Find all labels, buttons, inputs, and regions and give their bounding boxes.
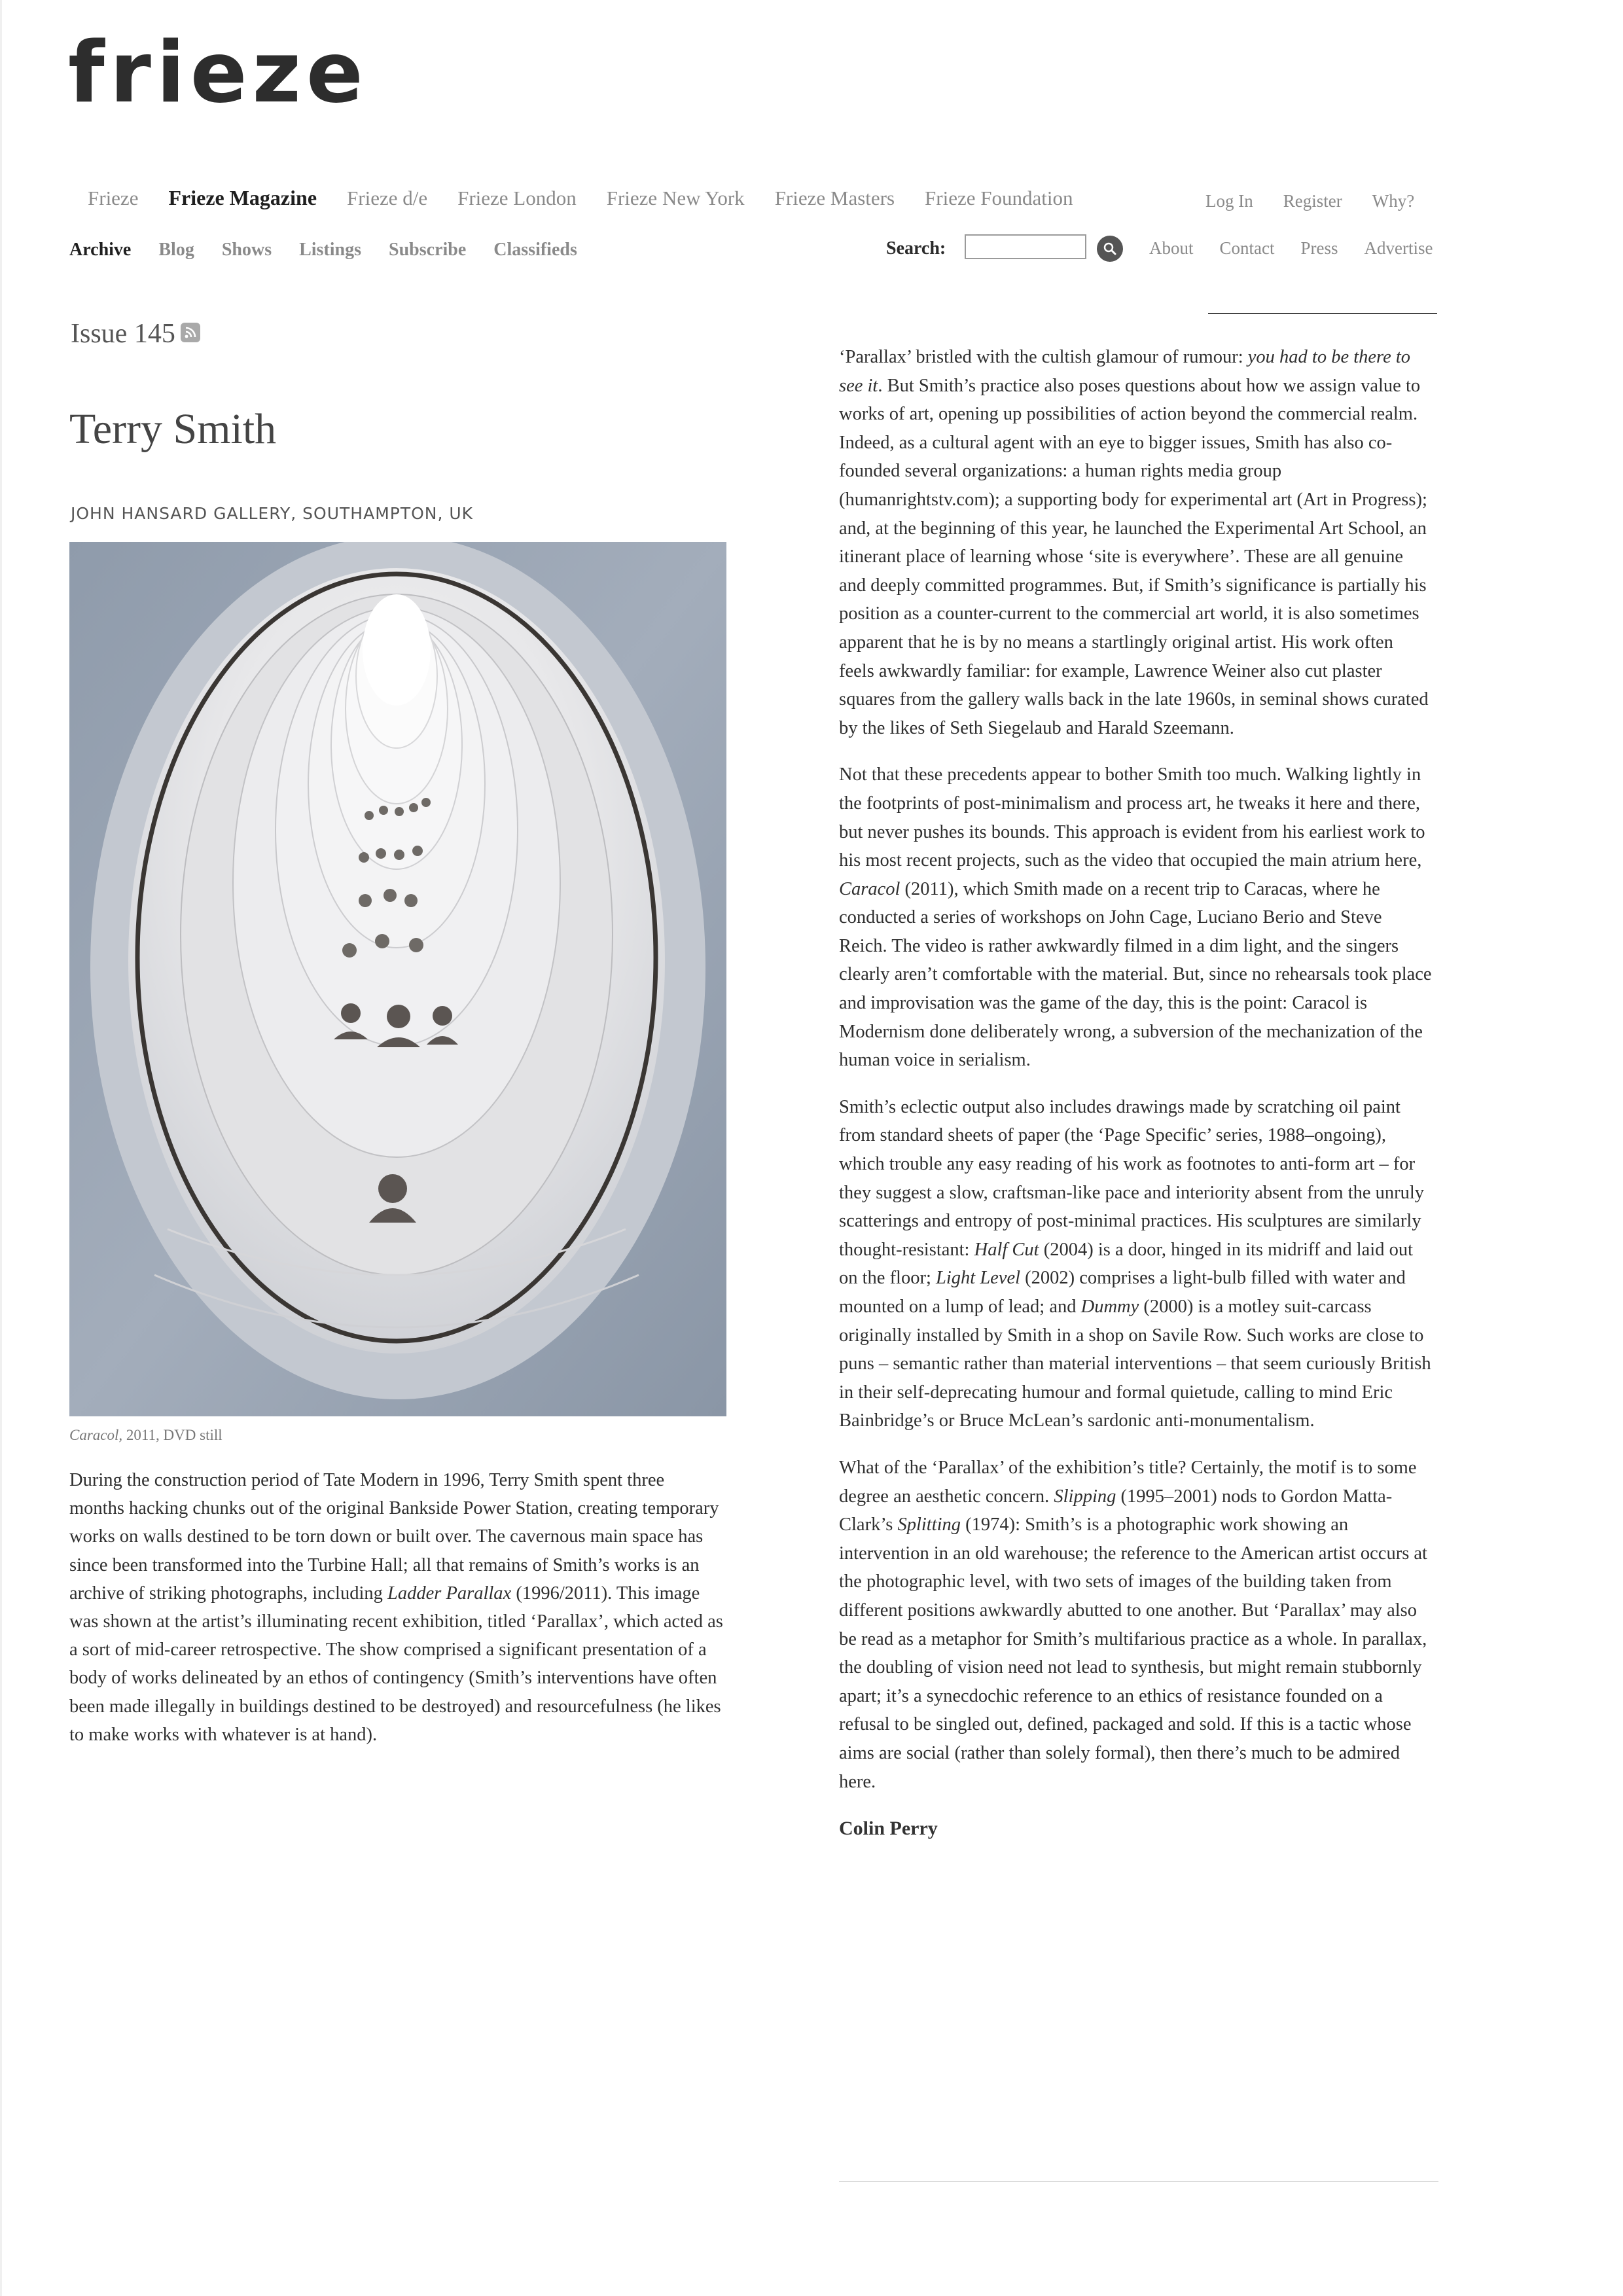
nav-frieze[interactable]: Frieze (88, 187, 139, 209)
nav-subscribe[interactable]: Subscribe (389, 240, 467, 260)
nav-listings[interactable]: Listings (299, 240, 362, 260)
paragraph-3 (839, 1093, 1432, 1435)
issue-number[interactable]: Issue 145 (71, 319, 175, 349)
text-run: ‘Parallax’ bristled with the cultish glamour of rumour: (839, 347, 1248, 367)
text-run-italic: Ladder Parallax (387, 1583, 512, 1604)
nav-blog[interactable]: Blog (158, 240, 194, 260)
article-title: Terry Smith (69, 405, 277, 453)
text-run: . But Smith’s practice also poses questions about how we assign value to works of art, opening up possibilities of action beyond the commercial realm. Indeed, as a cultural agent with an eye to bigger issues, Smith has also co-founded several organizations: a human rights media group (humanrightstv.com); a supporting body for experimental art (Art in Progress); and, at the beginning of this year, he launched the Experimental Art School, an itinerant place of learning whose ‘site is everywhere’. These are all genuine and deeply committed programmes. But, if Smith’s significance is partially his position as a counter-current to the commercial art world, it is also sometimes apparent that he is by no means a startlingly original artist. His work often feels awkwardly familiar: for example, Lawrence Weiner also cut plaster squares from the gallery walls back in the late 1960s, in seminal shows curated by the likes of Seth Siegelaub and Harald Szeemann. (839, 375, 1429, 738)
text-run: (1974): Smith’s is a photographic work showing an intervention in an old warehouse; the reference to the American artist occurs at the photographic level, with two sets of images of the building taken from different positions awkwardly abutted to one another. But ‘Parallax’ may also be read as a metaphor for Smith’s multifarious practice as a whole. In parallax, the doubling of vision need not lead to synthesis, but might remain stubbornly apart; it’s a synecdochic reference to an ethics of resistance founded on a refusal to be singled out, defined, packaged and sold. If this is a tactic whose aims are social (rather than solely formal), then there’s much to be admired here. (839, 1515, 1427, 1792)
search-input[interactable] (965, 234, 1086, 259)
search-icon (1103, 242, 1117, 256)
page-edge (0, 0, 2, 2296)
text-run: (1996/2011). This image was shown at the artist’s illuminating recent exhibition, titled ‘Parallax’, which acted as a sort of mid-career retrospective. The show comprised a significant presentation of a body of works delineated by an ethos of contingency (Smith’s interventions have often been made illegally in buildings destined to be destroyed) and resourcefulness (he likes to make works with whatever is at hand). (69, 1583, 723, 1745)
site-logo[interactable]: frieze (68, 24, 368, 122)
venue-gallery[interactable]: JOHN HANSARD GALLERY, (71, 504, 297, 523)
text-run-italic: Caracol (839, 878, 901, 899)
image-caption (69, 1427, 223, 1444)
nav-frieze-london[interactable]: Frieze London (457, 187, 577, 209)
article-end-divider (839, 2181, 1438, 2182)
nav-classifieds[interactable]: Classifieds (493, 240, 577, 260)
text-run-italic: Splitting (897, 1515, 961, 1535)
text-run: Smith’s eclectic output also includes drawings made by scratching oil paint from standard sheets of paper (the ‘Page Specific’ series, 1988–ongoing), which trouble any easy reading of his work as footnotes to anti-form art – for they suggest a slow, craftsman-like pace and interiority absent from the unruly scatterings and entropy of post-minimal practices. His sculptures are similarly thought-resistant: (839, 1096, 1425, 1260)
paragraph-4 (839, 1454, 1432, 1796)
author-byline[interactable]: Colin Perry (839, 1818, 938, 1840)
meta-links (1149, 238, 1433, 259)
text-run-italic: Half Cut (974, 1239, 1039, 1260)
paragraph-intro (69, 1466, 724, 1749)
issue-label (71, 318, 200, 350)
text-run: (2011), which Smith made on a recent trip to Caracas, where he conducted a series of workshops on John Cage, Luciano Berio and Steve Reich. The video is rather awkwardly filmed in a dim light, and the singers clearly aren’t comfortable with the material. But, since no rehearsals took place and improvisation was the game of the day, this is the point: Caracol is Modernism done deliberately wrong, a subversion of the mechanization of the human voice in serialism. (839, 878, 1432, 1071)
nav-frieze-magazine[interactable]: Frieze Magazine (168, 186, 317, 209)
account-links (1205, 191, 1414, 211)
text-run-italic: Slipping (1054, 1486, 1116, 1507)
register-link[interactable]: Register (1283, 191, 1342, 211)
nav-shows[interactable]: Shows (221, 240, 272, 260)
venue-city: SOUTHAMPTON, UK (302, 504, 474, 523)
text-run: Not that these precedents appear to bother Smith too much. Walking lightly in the footprints of post-minimalism and process art, he tweaks it here and there, but never pushes its bounds. This approach is evident from his earliest work to his most recent projects, such as the video that occupied the main atrium here, (839, 764, 1425, 871)
press-link[interactable]: Press (1300, 238, 1338, 258)
search-button[interactable] (1097, 236, 1123, 262)
nav-archive[interactable]: Archive (69, 240, 132, 260)
why-link[interactable]: Why? (1372, 191, 1415, 211)
contact-link[interactable]: Contact (1219, 238, 1275, 258)
text-run: (1995–2001) nods to Gordon Matta-Clark’s (839, 1486, 1393, 1535)
artwork-image (69, 542, 726, 1416)
caption-title: Caracol, (69, 1427, 123, 1443)
text-run-italic: Light Level (936, 1268, 1021, 1289)
paragraph-1 (839, 343, 1432, 742)
nav-frieze-foundation[interactable]: Frieze Foundation (925, 187, 1073, 209)
article-column-left (69, 1466, 724, 1767)
search-label: Search: (886, 238, 946, 259)
text-run: During the construction period of Tate Modern in 1996, Terry Smith spent three months hacking chunks out of the original Bankside Power Station, creating temporary works on walls destined to be torn down or built over. The cavernous main space has since been transformed into the Turbine Hall; all that remains of Smith’s works is an archive of striking photographs, including (69, 1470, 719, 1604)
text-run: What of the ‘Parallax’ of the exhibition’s title? Certainly, the motif is to some degree an aesthetic concern. (839, 1457, 1417, 1507)
sidebar-divider (1208, 313, 1437, 314)
text-run-italic: Dummy (1080, 1297, 1139, 1317)
login-link[interactable]: Log In (1205, 191, 1253, 211)
text-run-italic: you had to be there to see it (839, 347, 1411, 396)
text-run: (2000) is a motley suit-carcass originally installed by Smith in a shop on Savile Row. Such works are close to puns – semantic rather than material interventions – that seem curiously British in their self-deprecating humour and formal quietude, calling to mind Eric Bainbridge’s or Bruce McLean’s sardonic anti-monumentalism. (839, 1297, 1431, 1431)
article-column-right (839, 343, 1432, 1843)
paragraph-2 (839, 761, 1432, 1075)
text-run: (2002) comprises a light-bulb filled with water and mounted on a lump of lead; and (839, 1268, 1406, 1317)
nav-frieze-new-york[interactable]: Frieze New York (606, 187, 745, 209)
nav-frieze-de[interactable]: Frieze d/e (347, 187, 428, 209)
venue-line (71, 504, 473, 523)
nav-frieze-masters[interactable]: Frieze Masters (774, 187, 895, 209)
text-run: (2004) is a door, hinged in its midriff and laid out on the floor; (839, 1239, 1414, 1289)
rss-icon[interactable] (181, 323, 200, 342)
advertise-link[interactable]: Advertise (1364, 238, 1433, 258)
primary-nav (88, 186, 1103, 210)
about-link[interactable]: About (1149, 238, 1194, 258)
secondary-nav (69, 240, 605, 260)
caption-details: 2011, DVD still (126, 1427, 223, 1443)
